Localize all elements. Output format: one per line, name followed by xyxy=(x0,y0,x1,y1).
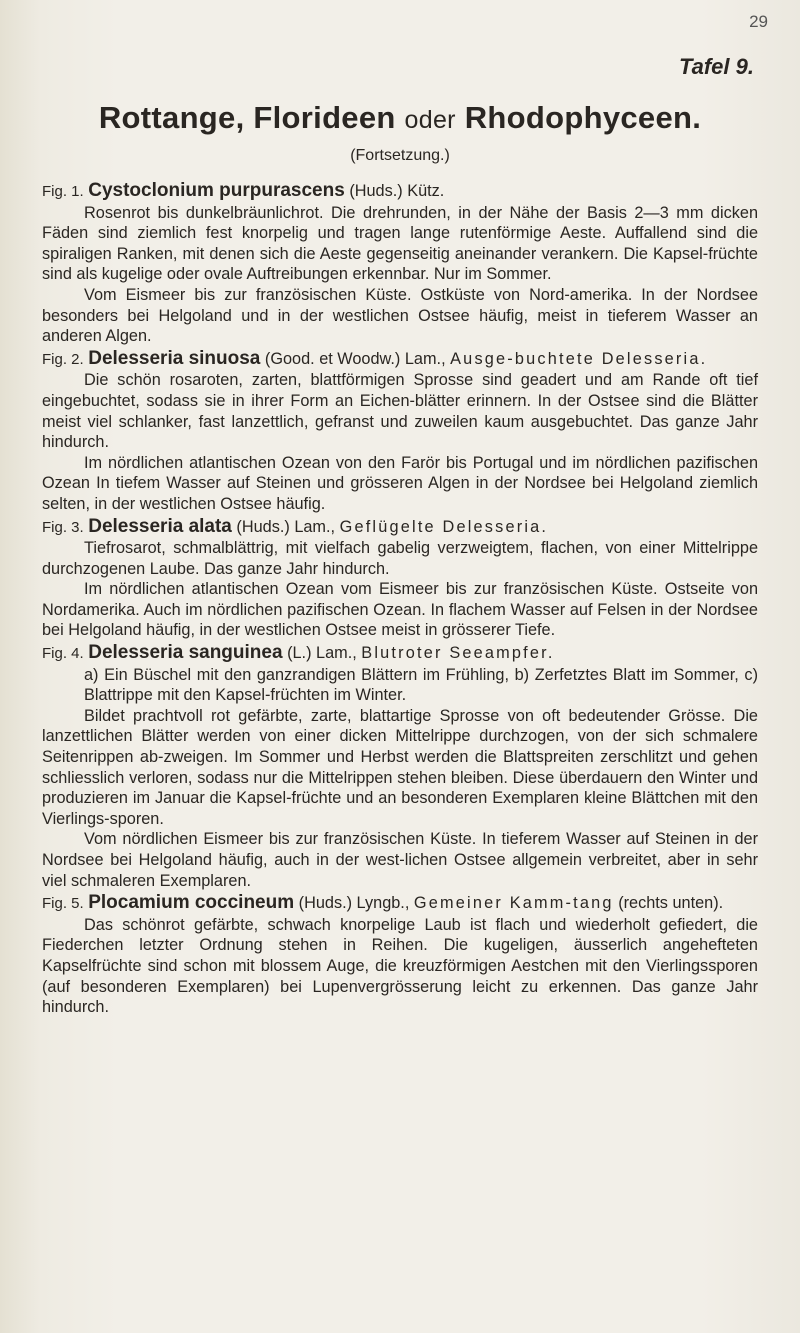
common-name: Gemeiner Kamm-tang xyxy=(413,894,614,913)
entry-fig-5 xyxy=(42,893,758,1018)
common-name-note: (rechts unten). xyxy=(618,894,724,913)
authority: (Huds.) Kütz. xyxy=(349,182,445,200)
title-part1: Rottange, Florideen xyxy=(98,100,396,135)
entry-fig-3 xyxy=(42,517,758,642)
description-paragraph: Bildet prachtvoll rot gefärbte, zarte, blattartige Sprosse von oft bedeutender Grösse. Die lanzettlichen Blätter werden von einer dicken Mittelrippe durchzogen, von der sich schmalere Seitenrippen ab-zweigen. Im Sommer und Herbst werden die Blattspreiten zerschlitzt und gehen schliesslich verloren, sodass nur die Mittelrippen stehen bleiben. Diese überdauern den Winter und produzieren im Januar die Kapsel-früchte und an besonderen Exemplaren kleine Blättchen mit den Vierlings-sporen. xyxy=(42,706,758,828)
entry-heading xyxy=(42,349,758,371)
description-paragraph: Das schönrot gefärbte, schwach knorpelige Laub ist flach und wiederholt gefiedert, die Fiederchen letzter Ordnung stehen in Reihen. Die kugeligen, äusserlich angehefteten Kapselfrüchte sind schon mit blossem Auge, die kreuzförmigen Aestchen mit den Vierlingssporen (auf besonderen Exemplaren) bei Lupenvergrösserung leicht zu erkennen. Das ganze Jahr hindurch. xyxy=(42,915,758,1017)
common-name: Blutroter Seeampfer. xyxy=(361,644,555,663)
fig-label: Fig. 1. xyxy=(42,183,84,200)
plate-label: Tafel 9. xyxy=(679,54,754,79)
authority: (Good. et Woodw.) Lam., xyxy=(264,349,446,368)
species-name: Delesseria sinuosa xyxy=(88,347,261,369)
common-name: Ausge-buchtete Delesseria. xyxy=(450,349,708,368)
page-subtitle: (Fortsetzung.) xyxy=(350,147,450,164)
fig-label: Fig. 3. xyxy=(42,518,84,536)
title-connector: oder xyxy=(404,106,456,134)
entry-heading xyxy=(42,893,758,915)
authority: (Huds.) Lyngb., xyxy=(298,894,410,913)
distribution-paragraph: Im nördlichen atlantischen Ozean vom Eismeer bis zur französischen Küste. Ostseite von Nordamerika. Auch im nördlichen pazifischen Ozean. In flachem Wasser auf Felsen in der Nordsee bei Helgoland häufig, in der westlichen Ostsee meist in grösserer Tiefe. xyxy=(42,580,758,640)
entry-heading xyxy=(42,643,758,665)
entry-fig-4 xyxy=(42,643,758,891)
entry-fig-2 xyxy=(42,349,758,515)
distribution-paragraph: Vom Eismeer bis zur französischen Küste. Ostküste von Nord-amerika. In der Nordsee besonders bei Helgoland und in der westlichen Ostsee häufig, meist in tieferem Wasser an anderen Algen. xyxy=(42,285,758,346)
fig-label: Fig. 5. xyxy=(42,895,84,913)
distribution-paragraph: Im nördlichen atlantischen Ozean von den Farör bis Portugal und im nördlichen pazifischen Ozean In tiefem Wasser auf Steinen und grösseren Algen in der Nordsee bei Helgoland ziemlich selten, in der westlichen Ostsee häufig. xyxy=(42,453,758,513)
species-name: Delesseria sanguinea xyxy=(88,642,283,664)
distribution-paragraph: Vom nördlichen Eismeer bis zur französischen Küste. In tieferem Wasser auf Steinen in der Nordsee bei Helgoland häufig, auch in der west-lichen Ostsee allgemein verbreitet, aber in sehr viel schmaleren Exemplaren. xyxy=(42,830,758,890)
species-list xyxy=(42,181,758,1020)
description-paragraph: Tiefrosarot, schmalblättrig, mit vielfach gabelig verzweigtem, flachen, von einer Mittelrippe durchzogenen Laube. Das ganze Jahr hindurch. xyxy=(42,539,758,578)
fig-label: Fig. 2. xyxy=(42,350,84,368)
species-name: Cystoclonium purpurascens xyxy=(88,180,345,201)
figure-parts: a) Ein Büschel mit den ganzrandigen Blättern im Frühling, b) Zerfetztes Blatt im Sommer, c) Blattrippe mit den Kapsel-früchten im Winter. xyxy=(84,665,758,705)
fig-label: Fig. 4. xyxy=(42,645,84,663)
entry-heading xyxy=(42,181,758,203)
description-paragraph: Rosenrot bis dunkelbräunlichrot. Die drehrunden, in der Nähe der Basis 2—3 mm dicken Fäden sind ziemlich fest knorpelig und tragen lange rutenförmige Aeste. Auffallend sind die spiraligen Ranken, mit denen sich die Aeste gegenseitig aneinander verankern. Die Kapsel-früchte sind als kugelige oder ovale Auftreibungen erkennbar. Nur im Sommer. xyxy=(42,203,758,284)
entry-heading xyxy=(42,517,758,539)
species-name: Plocamium coccineum xyxy=(88,892,295,914)
description-paragraph: Die schön rosaroten, zarten, blattförmigen Sprosse sind geadert und am Rande oft tief eingebuchtet, sodass sie in ihrer Form an Eichen-blätter erinnern. In der Ostsee sind die Blätter meist viel schlanker, fast lanzettlich, gefranst und zuweilen kaum ausgebuchtet. Das ganze Jahr hindurch. xyxy=(42,371,758,452)
common-name: Geflügelte Delesseria. xyxy=(339,517,549,536)
species-name: Delesseria alata xyxy=(88,515,232,537)
entry-fig-1 xyxy=(42,181,758,347)
title-part2: Rhodophyceen. xyxy=(464,100,702,135)
page-number: 29 xyxy=(749,12,768,31)
authority: (Huds.) Lam., xyxy=(236,517,336,536)
page-title xyxy=(0,100,800,136)
authority: (L.) Lam., xyxy=(287,644,357,663)
